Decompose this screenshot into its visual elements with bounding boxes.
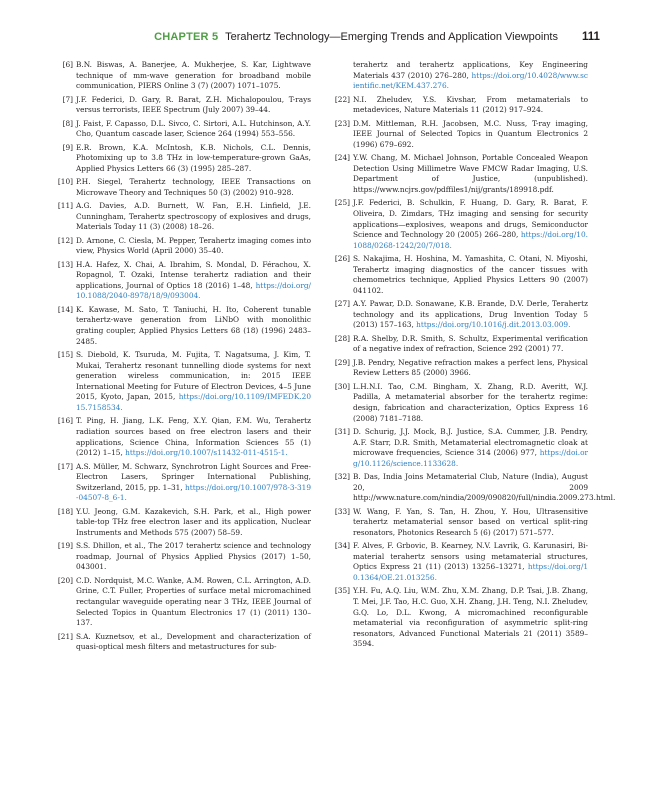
reference-text: D.M. Mittleman, R.H. Jacobsen, M.C. Nuss, T-ray imaging, IEEE Journal of Selected Topics in Quantum Electronics 2 (1996) 679–692.: [353, 118, 588, 149]
reference-number: [28]: [334, 333, 350, 343]
reference-number: [16]: [57, 416, 73, 426]
reference-text: A.G. Davies, A.D. Burnett, W. Fan, E.H. Linfield, J.E. Cunningham, Terahertz spectroscopy of explosives and drugs, Materials Today 11 (3) (2008) 18–26.: [76, 201, 311, 232]
reference-text: C.D. Nordquist, M.C. Wanke, A.M. Rowen, C.L. Arrington, A.D. Grine, C.T. Fuller, Properties of surface metal micromachined rectangular waveguide operating near 3 THz, IEEE Journal of Selected Topics in Quantum Electronics 17 (1) (2011) 130–137.: [76, 575, 311, 628]
reference-item: [53, 236, 311, 257]
reference-item: [330, 198, 588, 251]
reference-text: A.S. Müller, M. Schwarz, Synchrotron Light Sources and Free-Electron Lasers, Springer International Publishing, Switzerland, 2015, pp. 1–31,: [76, 461, 311, 492]
reference-number: [33]: [334, 506, 350, 516]
reference-text: S.S. Dhillon, et al., The 2017 terahertz science and technology roadmap, Journal of Physics Applied Physics (2017) 1–50, 043001.: [76, 541, 311, 572]
reference-item: [330, 382, 588, 424]
reference-number: [26]: [334, 254, 350, 264]
reference-item: [53, 576, 311, 629]
chapter-title: Terahertz Technology—Emerging Trends and Application Viewpoints: [225, 31, 558, 43]
reference-number: [19]: [57, 541, 73, 551]
reference-item: [53, 305, 311, 347]
page-number: 111: [582, 31, 600, 43]
chapter-label: CHAPTER 5: [154, 31, 219, 43]
reference-text: terahertz and terahertz applications, Key Engineering Materials 437 (2010) 276–280,: [353, 60, 588, 80]
reference-item: [53, 416, 311, 458]
reference-number: [7]: [62, 94, 73, 104]
doi-link[interactable]: https://doi.org/10.1126/science.1133628.: [353, 448, 588, 468]
reference-item: [330, 427, 588, 469]
reference-number: [15]: [57, 350, 73, 360]
reference-text: Y.U. Jeong, G.M. Kazakevich, S.H. Park, et al., High power table-top THz free electron laser and its application, Nuclear Instruments and Methods 575 (2007) 58–59.: [76, 506, 311, 537]
reference-number: [9]: [62, 142, 73, 152]
reference-item: [53, 143, 311, 175]
reference-number: [29]: [334, 357, 350, 367]
reference-number: [13]: [57, 259, 73, 269]
reference-item: [53, 119, 311, 140]
reference-text: D. Arnone, C. Ciesla, M. Pepper, Terahertz imaging comes into view, Physics World (April 2000) 35–40.: [76, 235, 311, 256]
reference-number: [35]: [334, 586, 350, 596]
reference-item: [330, 299, 588, 331]
reference-text: W. Wang, F. Yan, S. Tan, H. Zhou, Y. Hou, Ultrasensitive terahertz metamaterial sensor based on vertical split-ring resonators, Photonics Research 5 (6) (2017) 571–577.: [353, 506, 588, 537]
reference-item: [53, 541, 311, 573]
reference-number: [34]: [334, 541, 350, 551]
reference-item: [330, 358, 588, 379]
reference-item: [330, 541, 588, 583]
reference-text: A.Y. Pawar, D.D. Sonawane, K.B. Erande, D.V. Derle, Terahertz technology and its applications, Drug Invention Today 5 (2013) 157–163,: [353, 299, 588, 330]
reference-number: [27]: [334, 299, 350, 309]
reference-item: [330, 119, 588, 151]
doi-link[interactable]: https://doi.org/10.1088/0268-1242/20/7/018.: [353, 230, 588, 250]
reference-item: [330, 507, 588, 539]
reference-number: [25]: [334, 198, 350, 208]
running-header: [0, 30, 558, 44]
reference-number: [21]: [57, 631, 73, 641]
reference-number: [11]: [57, 201, 73, 211]
reference-text: S.A. Kuznetsov, et al., Development and characterization of quasi-optical mesh filters and metastructures for sub-: [76, 631, 311, 652]
reference-text: B.N. Biswas, A. Banerjee, A. Mukherjee, S. Kar, Lightwave technique of mm-wave generation for broadband mobile communication, PIERS Online 3 (7) (2007) 1071–1075.: [76, 60, 311, 91]
reference-item: [53, 632, 311, 653]
reference-item: [53, 462, 311, 504]
reference-text: Y.H. Fu, A.Q. Liu, W.M. Zhu, X.M. Zhang, D.P. Tsai, J.B. Zhang, T. Mei, J.F. Tao, H.C. Guo, X.H. Zhang, J.H. Teng, N.I. Zheludev, G.Q. Lo, D.L. Kwong, A micromachined reconfigurable metamaterial via reconfiguration of asymmetric split-ring resonators, Advanced Functional Materials 21 (2011) 3589–3594.: [353, 586, 588, 649]
reference-text: H.A. Hafez, X. Chai, A. Ibrahim, S. Mondal, D. Férachou, X. Ropagnol, T. Ozaki, Intense terahertz radiation and their applications, Journal of Optics 18 (2016) 1–48,: [76, 259, 311, 290]
reference-text: J.F. Federici, B. Schulkin, F. Huang, D. Gary, R. Barat, F. Oliveira, D. Zimdars, THz imaging and sensing for security applications—explosives, weapons and drugs, Semiconductor Science and Technology 20 (2005) 266–280,: [353, 198, 588, 240]
reference-item: [330, 254, 588, 296]
reference-number: [12]: [57, 235, 73, 245]
reference-text: J. Faist, F. Capasso, D.L. Sivco, C. Sirtori, A.L. Hutchinson, A.Y. Cho, Quantum cascade laser, Science 264 (1994) 553–556.: [76, 118, 311, 139]
reference-text: T. Ping, H. Jiang, L.K. Feng, X.Y. Qian, F.M. Wu, Terahertz radiation sources based on free electron lasers and their applications, Science China, Information Sciences 55 (1) (2012) 1–15,: [76, 416, 311, 458]
reference-text: B. Das, India Joins Metamaterial Club, Nature (India), August 20, 2009 http://www.nature.com/nindia/2009/090820/full/nindia.2009.273.html.: [353, 472, 616, 503]
reference-item: [53, 177, 311, 198]
reference-item: [330, 153, 588, 195]
reference-text: P.H. Siegel, Terahertz technology, IEEE Transactions on Microwave Theory and Techniques 50 (3) (2002) 910–928.: [76, 177, 311, 197]
reference-item: [330, 334, 588, 355]
reference-number: [8]: [62, 118, 73, 128]
reference-text: N.I. Zheludev, Y.S. Kivshar, From metamaterials to metadevices, Nature Materials 11 (2012) 917–924.: [353, 94, 588, 115]
reference-number: [18]: [57, 506, 73, 516]
reference-number: [6]: [62, 60, 73, 69]
reference-text: J.F. Federici, D. Gary, R. Barat, Z.H. Michalopoulou, T-rays versus terrorists, IEEE Spectrum (July 2007) 39–44.: [76, 94, 311, 115]
doi-link[interactable]: https://doi.org/10.4028/www.scientific.net/KEM.437.276.: [353, 70, 588, 91]
reference-number: [14]: [57, 304, 73, 314]
doi-link[interactable]: https://doi.org/10.1007/s11432-011-4515-1.: [125, 448, 288, 458]
doi-link[interactable]: https://doi.org/10.1088/2040-8978/18/9/093004.: [76, 280, 312, 301]
doi-link[interactable]: https://doi.org/10.1364/OE.21.013256.: [353, 562, 588, 583]
reference-text: S. Nakajima, H. Hoshina, M. Yamashita, C. Otani, N. Miyoshi, Terahertz imaging diagnostics of the cancer tissues with chemometrics technique, Applied Physics Letters 90 (2007) 041102.: [353, 254, 588, 295]
doi-link[interactable]: https://doi.org/10.1007/978-3-319-04507-8_6-1.: [76, 482, 311, 503]
reference-text: J.B. Pendry, Negative refraction makes a perfect lens, Physical Review Letters 85 (2000) 3966.: [353, 357, 588, 378]
reference-number: [30]: [334, 381, 350, 391]
reference-item: [330, 472, 616, 504]
reference-text: S. Diebold, K. Tsuruda, M. Fujita, T. Nagatsuma, J. Kim, T. Mukai, Terahertz resonant tunnelling diode systems for next generation wireless communication, in: 2015 IEEE International Meeting for Future of Electron Devices, 4–5 June 2015, Kyoto, Japan, 2015,: [76, 350, 311, 402]
reference-text: L.H.N.I. Tao, C.M. Bingham, X. Zhang, R.D. Averitt, W.J. Padilla, A metamaterial absorber for the terahertz regime: design, fabrication and characterization, Optics Express 16 (2008) 7181–7188.: [353, 381, 588, 423]
reference-item: [53, 60, 311, 92]
reference-item: [330, 586, 588, 650]
doi-link[interactable]: https://doi.org/10.1016/j.dit.2013.03.009.: [416, 320, 571, 330]
reference-text: F. Alves, F. Grbovic, B. Kearney, N.V. Lavrik, G. Karunasiri, Bi-material terahertz sensors using metamaterial structures, Optics Express 21 (11) (2013) 13256–13271,: [353, 541, 588, 572]
reference-number: [24]: [334, 153, 350, 163]
reference-item: [330, 95, 588, 116]
reference-number: [32]: [334, 472, 350, 482]
reference-text: Y.W. Chang, M. Michael Johnson, Portable Concealed Weapon Detection Using Millimetre Wave FMCW Radar Imaging, U.S. Department of Justice, (unpublished). https://www.ncjrs.gov/pdffiles1/nij/grants/189918.pdf.: [353, 153, 588, 194]
reference-number: [23]: [334, 118, 350, 128]
reference-text: D. Schurig, J.J. Mock, B.J. Justice, S.A. Cummer, J.B. Pendry, A.F. Starr, D.R. Smith, Metamaterial electromagnetic cloak at microwave frequencies, Science 314 (2006) 977,: [353, 426, 588, 458]
reference-text: R.A. Shelby, D.R. Smith, S. Schultz, Experimental verification of a negative index of refraction, Science 292 (2001) 77.: [353, 333, 588, 354]
reference-number: [22]: [334, 94, 350, 104]
reference-item: [53, 350, 311, 414]
reference-number: [17]: [57, 461, 73, 471]
reference-item: [330, 60, 588, 92]
reference-text: K. Kawase, M. Sato, T. Taniuchi, H. Ito, Coherent tunable terahertz-wave generation from LiNbO with monolithic grating coupler, Applied Physics Letters 68 (18) (1996) 2483–2485.: [76, 304, 311, 346]
reference-number: [31]: [334, 426, 350, 436]
reference-item: [53, 507, 311, 539]
reference-number: [10]: [57, 177, 73, 187]
reference-item: [53, 260, 311, 302]
doi-link[interactable]: https://doi.org/10.1109/IMFEDK.2015.7158534.: [76, 392, 311, 412]
reference-item: [53, 95, 311, 116]
reference-text: E.R. Brown, K.A. McIntosh, K.B. Nichols, C.L. Dennis, Photomixing up to 3.8 THz in low-temperature-grown GaAs, Applied Physics Letters 66 (3) (1995) 285–287.: [76, 142, 311, 173]
reference-number: [20]: [57, 575, 73, 585]
references-column-right: [330, 60, 616, 653]
references-column-left: [53, 60, 311, 656]
reference-item: [53, 201, 311, 233]
